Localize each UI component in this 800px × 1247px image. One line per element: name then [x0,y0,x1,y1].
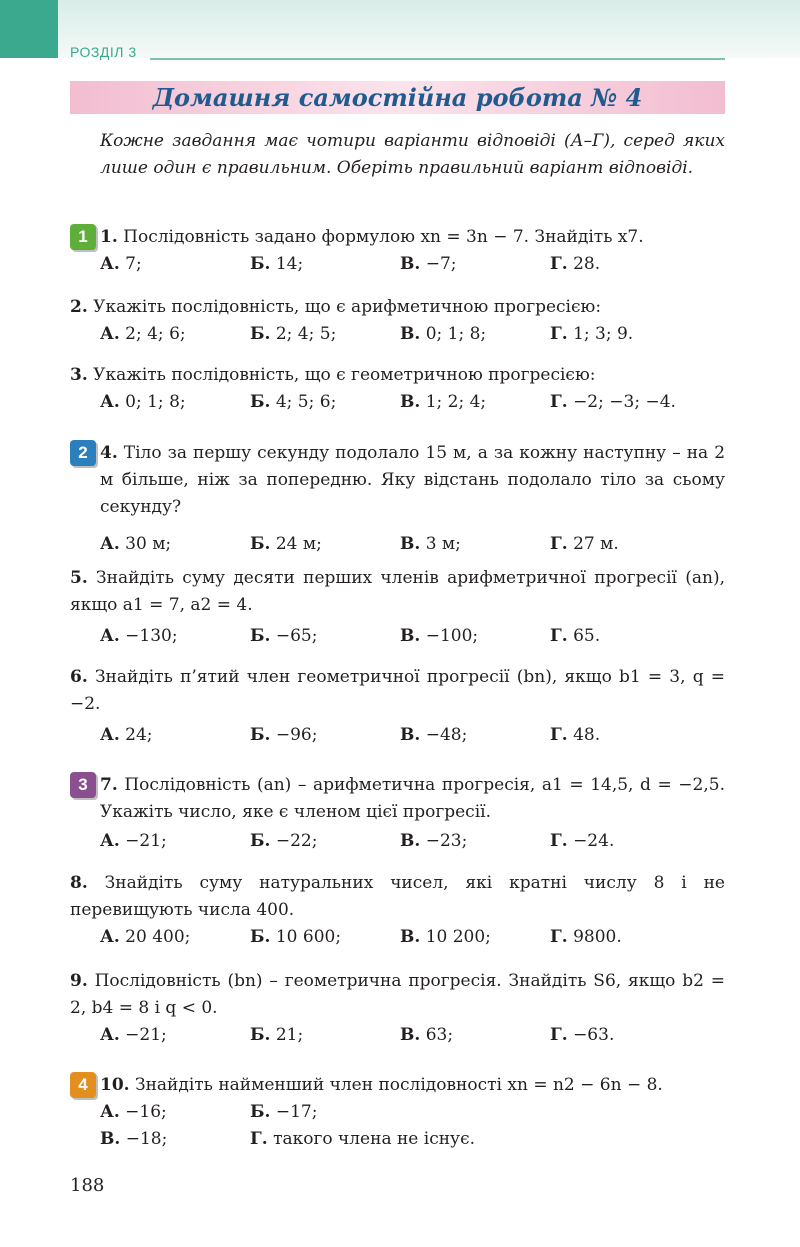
task-stem: 1. Послідовність задано формулою xn = 3n − 7. Знайдіть x7. [100,227,644,247]
task-8 [70,870,725,951]
answer-v: В. −100; [400,626,479,646]
section-corner-tab [0,0,58,58]
task-stem: 8. Знайдіть суму натуральних чисел, які кратні числу 8 і не перевищують числа 400. [70,873,725,920]
task-3 [70,362,725,416]
answer-b: Б. 10 600; [250,927,342,947]
level-4-badge-icon: 4 [70,1072,96,1098]
task-10 [70,1072,725,1153]
level-2-badge-icon: 2 [70,440,96,466]
answer-options [70,531,725,558]
answer-g: Г. 65. [550,626,601,646]
answer-options [70,828,725,855]
answer-v: В. −48; [400,725,468,745]
answer-b: Б. 2; 4; 5; [250,324,337,344]
answer-b: Б. −96; [250,725,318,745]
answer-a: А. 2; 4; 6; [100,324,186,344]
task-stem: 9. Послідовність (bn) – геометрична прогресія. Знайдіть S6, якщо b2 = 2, b4 = 8 і q < 0. [70,971,725,1018]
title-band [70,81,725,114]
answer-v: В. −23; [400,831,468,851]
answer-b: Б. 24 м; [250,534,322,554]
answer-g: Г. такого члена не існує. [250,1129,475,1149]
answer-b: Б. −22; [250,831,318,851]
answer-v: В. 3 м; [400,534,461,554]
answer-a: А. 7; [100,254,142,274]
task-5 [70,565,725,650]
answer-options [70,389,725,416]
page-title: Домашня самостійна робота № 4 [152,83,643,112]
answer-g: Г. −24. [550,831,615,851]
task-7 [70,772,725,855]
answer-v: В. −7; [400,254,457,274]
answer-options [70,722,725,749]
answer-a: А. 24; [100,725,153,745]
page-number: 188 [70,1175,105,1196]
answer-b: Б. 4; 5; 6; [250,392,337,412]
answer-a: А. 30 м; [100,534,172,554]
task-1 [70,224,725,278]
task-2 [70,294,725,348]
answer-b: Б. −17; [250,1102,318,1122]
answer-g: Г. −2; −3; −4. [550,392,676,412]
answer-options [70,321,725,348]
answer-a: А. −21; [100,831,167,851]
task-stem: 10. Знайдіть найменший член послідовності xn = n2 − 6n − 8. [100,1075,663,1095]
task-stem: 2. Укажіть послідовність, що є арифметичною прогресією: [70,297,602,317]
answer-v: В. 63; [400,1025,454,1045]
answer-options [70,1126,725,1153]
section-rule [150,58,725,60]
instructions: Кожне завдання має чотири варіанти відповіді (А–Г), серед яких лише один є правильним. Оберіть правильний варіант відповіді. [100,131,725,178]
task-6 [70,664,725,749]
answer-options [70,623,725,650]
answer-options [70,251,725,278]
answer-a: А. −16; [100,1102,167,1122]
answer-g: Г. 1; 3; 9. [550,324,634,344]
task-4 [70,440,725,558]
answer-a: А. 0; 1; 8; [100,392,186,412]
answer-options [70,1022,725,1049]
task-stem: 7. Послідовність (an) – арифметична прогресія, a1 = 14,5, d = −2,5. Укажіть число, яке є членом цієї прогресії. [100,775,725,822]
answer-options [70,1099,725,1126]
task-stem: 6. Знайдіть п’ятий член геометричної прогресії (bn), якщо b1 = 3, q = −2. [70,667,725,714]
answer-b: Б. −65; [250,626,318,646]
answer-v: В. 10 200; [400,927,491,947]
answer-v: В. −18; [100,1129,168,1149]
answer-g: Г. 28. [550,254,601,274]
level-1-badge-icon: 1 [70,224,96,250]
level-3-badge-icon: 3 [70,772,96,798]
answer-b: Б. 21; [250,1025,304,1045]
answer-g: Г. 9800. [550,927,622,947]
answer-v: В. 1; 2; 4; [400,392,487,412]
task-stem: 4. Тіло за першу секунду подолало 15 м, а за кожну наступну – на 2 м більше, ніж за попередню. Яку відстань подолало тіло за сьому секунду? [100,443,726,517]
task-9 [70,968,725,1049]
answer-a: А. 20 400; [100,927,191,947]
answer-options [70,924,725,951]
answer-a: А. −130; [100,626,178,646]
answer-v: В. 0; 1; 8; [400,324,487,344]
answer-g: Г. 48. [550,725,601,745]
answer-g: Г. −63. [550,1025,615,1045]
task-stem: 5. Знайдіть суму десяти перших членів арифметричної прогресії (an), якщо a1 = 7, a2 = 4. [70,568,725,615]
task-stem: 3. Укажіть послідовність, що є геометричною прогресією: [70,365,596,385]
answer-g: Г. 27 м. [550,534,619,554]
section-label: РОЗДІЛ 3 [70,44,137,60]
answer-a: А. −21; [100,1025,167,1045]
answer-b: Б. 14; [250,254,304,274]
